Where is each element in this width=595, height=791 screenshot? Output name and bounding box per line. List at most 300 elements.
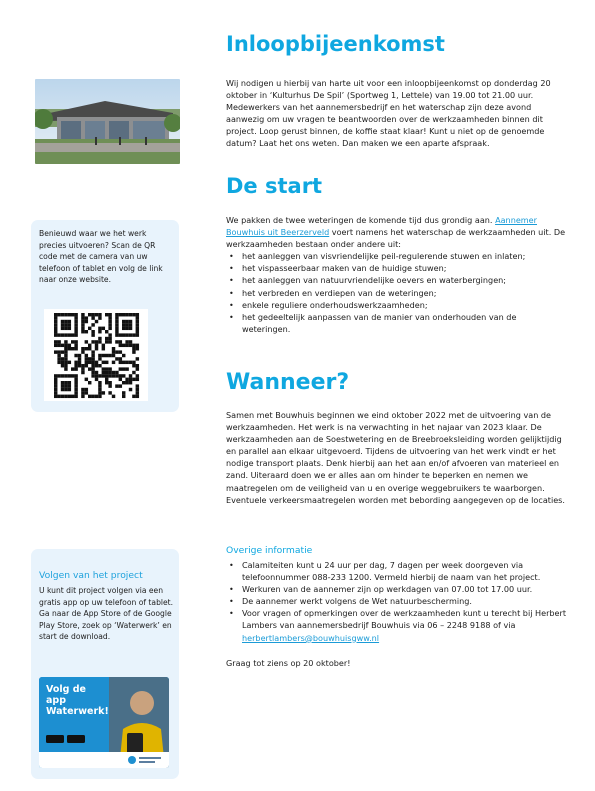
qr-module (98, 374, 101, 377)
qr-module (95, 340, 98, 343)
inloop-paragraph: Wij nodigen u hierbij van harte uit voor een inloopbijeenkomst op donderdag 20 oktober in ‘Kulturhus De Spil’ (Sportweg 1, Lettele) van 19.00 tot 21.00 uur. Medewerkers van het aannemersbedrijf en het waterschap zijn deze avond aanwezig om uw vragen te beantwoorden over de werkzaamheden binnen dit project. Loop gerust binnen, de koffie staat klaar! Kunt u niet op de genoemde datum? Laat het ons weten. Dan maken we een aparte afspraak. (226, 78, 551, 149)
qr-code-icon (44, 309, 148, 401)
qr-module (119, 350, 122, 353)
qr-module (64, 388, 67, 391)
qr-module (115, 340, 118, 343)
qr-module (64, 381, 67, 384)
qr-module (98, 327, 101, 330)
qr-module (74, 340, 77, 343)
qr-module (136, 391, 139, 394)
qr-module (122, 313, 125, 316)
qr-module (112, 361, 115, 364)
qr-module (71, 347, 74, 350)
qr-module (119, 384, 122, 387)
qr-module (129, 327, 132, 330)
qr-module (85, 357, 88, 360)
qr-module (108, 374, 111, 377)
qr-module (125, 361, 128, 364)
closing-text: Graag tot ziens op 20 oktober! (226, 657, 351, 668)
qr-module (64, 323, 67, 326)
qr-module (71, 395, 74, 398)
qr-module (98, 364, 101, 367)
qr-module (95, 364, 98, 367)
qr-module (54, 320, 57, 323)
qr-module (57, 340, 60, 343)
qr-module (81, 330, 84, 333)
qr-module (108, 381, 111, 384)
qr-module (136, 367, 139, 370)
qr-module (102, 347, 105, 350)
qr-module (122, 327, 125, 330)
qr-module (122, 374, 125, 377)
qr-module (132, 361, 135, 364)
qr-module (122, 367, 125, 370)
qr-module (54, 344, 57, 347)
qr-module (98, 330, 101, 333)
qr-module (132, 378, 135, 381)
qr-module (68, 374, 71, 377)
qr-module (125, 327, 128, 330)
qr-module (61, 344, 64, 347)
heading-inloopbijeenkomst: Inloopbijeenkomst (226, 32, 445, 56)
qr-module (115, 330, 118, 333)
qr-module (61, 320, 64, 323)
qr-module (61, 374, 64, 377)
qr-module (78, 354, 81, 357)
project-rendering-image (35, 79, 180, 164)
qr-module (64, 374, 67, 377)
aannemer-link[interactable]: Aannemer Bouwhuis uit Beerzerveld (226, 215, 537, 238)
qr-module (68, 384, 71, 387)
qr-module (81, 320, 84, 323)
qr-module (54, 384, 57, 387)
qr-module (108, 316, 111, 319)
contact-text: Voor vragen of opmerkingen over de werkzaamheden kunt u terecht bij Herbert Lambers van aannemersbedrijf Bouwhuis via 06 – 2248 9188 of via (242, 608, 567, 631)
list-item: • enkele reguliere onderhoudswerkzaamheden; (226, 299, 566, 311)
qr-module (122, 354, 125, 357)
qr-module (61, 357, 64, 360)
qr-module (108, 367, 111, 370)
qr-module (105, 361, 108, 364)
qr-module (57, 354, 60, 357)
qr-module (129, 320, 132, 323)
qr-module (64, 333, 67, 336)
qr-module (115, 384, 118, 387)
qr-module (108, 371, 111, 374)
qr-module (122, 323, 125, 326)
qr-module (61, 327, 64, 330)
list-item: • het aanleggen van visvriendelijke peil-regulerende stuwen en inlaten; (226, 250, 566, 262)
building-illustration (35, 79, 180, 164)
qr-module (68, 347, 71, 350)
qr-module (64, 344, 67, 347)
qr-module (54, 391, 57, 394)
qr-module (132, 395, 135, 398)
qr-module (108, 337, 111, 340)
list-item: • De aannemer werkt volgens de Wet natuurbescherming. (226, 595, 568, 607)
qr-module (132, 313, 135, 316)
qr-module (91, 371, 94, 374)
qr-module (136, 384, 139, 387)
qr-module (136, 327, 139, 330)
qr-module (112, 395, 115, 398)
qr-module (125, 313, 128, 316)
qr-module (112, 350, 115, 353)
qr-module (74, 384, 77, 387)
qr-module (64, 354, 67, 357)
waterschap-logo-icon (128, 756, 162, 765)
qr-module (95, 344, 98, 347)
sidebar-app-title: Volgen van het project (39, 570, 143, 581)
qr-module (115, 333, 118, 336)
qr-module (91, 357, 94, 360)
qr-module (81, 316, 84, 319)
qr-module (78, 361, 81, 364)
qr-module (74, 374, 77, 377)
qr-module (81, 313, 84, 316)
qr-module (81, 350, 84, 353)
qr-module (98, 313, 101, 316)
qr-module (105, 371, 108, 374)
qr-module (81, 388, 84, 391)
qr-module (108, 340, 111, 343)
qr-module (88, 344, 91, 347)
qr-module (132, 371, 135, 374)
qr-module (91, 313, 94, 316)
qr-code[interactable] (44, 309, 148, 401)
qr-module (98, 357, 101, 360)
qr-module (74, 344, 77, 347)
qr-module (74, 381, 77, 384)
qr-module (129, 361, 132, 364)
qr-module (91, 364, 94, 367)
qr-module (95, 378, 98, 381)
start-intro-before-link: We pakken de twee weteringen de komende tijd dus grondig aan. (226, 215, 496, 225)
qr-module (108, 384, 111, 387)
qr-module (57, 374, 60, 377)
qr-module (64, 367, 67, 370)
qr-module (57, 344, 60, 347)
qr-module (57, 350, 60, 353)
qr-module (57, 395, 60, 398)
qr-module (125, 344, 128, 347)
qr-module (85, 347, 88, 350)
qr-module (91, 374, 94, 377)
qr-module (68, 323, 71, 326)
qr-module (136, 313, 139, 316)
qr-module (74, 323, 77, 326)
qr-module (88, 357, 91, 360)
qr-module (88, 361, 91, 364)
qr-module (136, 357, 139, 360)
qr-module (95, 374, 98, 377)
qr-module (119, 378, 122, 381)
qr-module (136, 395, 139, 398)
qr-module (105, 337, 108, 340)
qr-module (91, 316, 94, 319)
qr-module (81, 327, 84, 330)
qr-module (122, 333, 125, 336)
qr-module (112, 347, 115, 350)
email-link[interactable]: herbertlambers@bouwhuisgww.nl (242, 632, 380, 643)
list-item: • het verbreden en verdiepen van de weteringen; (226, 287, 566, 299)
qr-module (68, 381, 71, 384)
qr-module (105, 330, 108, 333)
qr-module (129, 381, 132, 384)
qr-module (115, 316, 118, 319)
qr-module (132, 350, 135, 353)
waterwerk-app-promo[interactable] (39, 677, 169, 768)
start-intro-after-link: voert namens het waterschap de werkzaamheden uit. De werkzaamheden bestaan onder andere uit: (226, 227, 566, 250)
qr-module (122, 344, 125, 347)
qr-module (95, 371, 98, 374)
qr-module (136, 374, 139, 377)
list-item: • het aanleggen van natuurvriendelijke oevers en waterbergingen; (226, 274, 566, 286)
qr-module (61, 333, 64, 336)
qr-module (136, 323, 139, 326)
qr-module (119, 357, 122, 360)
qr-module (68, 320, 71, 323)
qr-module (129, 374, 132, 377)
qr-module (129, 340, 132, 343)
qr-module (129, 333, 132, 336)
qr-module (85, 320, 88, 323)
qr-module (122, 395, 125, 398)
qr-module (61, 384, 64, 387)
qr-module (129, 344, 132, 347)
list-item: • het vispasseerbaar maken van de huidige stuwen; (226, 262, 566, 274)
qr-module (85, 340, 88, 343)
qr-module (57, 313, 60, 316)
qr-module (71, 340, 74, 343)
qr-module (61, 395, 64, 398)
qr-module (105, 367, 108, 370)
qr-module (74, 367, 77, 370)
qr-module (108, 327, 111, 330)
sidebar-app-box (31, 549, 179, 779)
overige-section (226, 545, 568, 669)
qr-module (119, 367, 122, 370)
qr-module (78, 364, 81, 367)
qr-module (85, 391, 88, 394)
qr-module (85, 361, 88, 364)
qr-module (91, 395, 94, 398)
qr-module (105, 354, 108, 357)
qr-module (91, 340, 94, 343)
qr-module (98, 391, 101, 394)
qr-module (71, 333, 74, 336)
qr-module (102, 327, 105, 330)
qr-module (74, 320, 77, 323)
qr-module (136, 333, 139, 336)
qr-module (136, 316, 139, 319)
qr-module (119, 333, 122, 336)
qr-module (136, 330, 139, 333)
qr-module (91, 323, 94, 326)
qr-module (102, 344, 105, 347)
qr-module (98, 337, 101, 340)
qr-module (98, 388, 101, 391)
qr-module (78, 357, 81, 360)
qr-module (132, 333, 135, 336)
qr-module (132, 364, 135, 367)
qr-module (98, 354, 101, 357)
qr-module (74, 388, 77, 391)
qr-module (54, 333, 57, 336)
qr-module (81, 364, 84, 367)
qr-module (125, 378, 128, 381)
qr-module (54, 388, 57, 391)
qr-module (68, 388, 71, 391)
qr-module (129, 323, 132, 326)
qr-module (95, 320, 98, 323)
qr-module (57, 357, 60, 360)
qr-module (61, 313, 64, 316)
qr-module (54, 323, 57, 326)
qr-module (129, 378, 132, 381)
qr-module (136, 344, 139, 347)
promo-heading: Volg de app Waterwerk! (46, 684, 109, 717)
qr-module (64, 361, 67, 364)
qr-module (68, 333, 71, 336)
list-item: • Werkuren van de aannemer zijn op werkdagen van 07.00 tot 17.00 uur. (226, 583, 568, 595)
qr-module (102, 354, 105, 357)
qr-module (81, 395, 84, 398)
start-section (226, 214, 566, 335)
qr-module (102, 367, 105, 370)
qr-module (61, 361, 64, 364)
qr-module (112, 354, 115, 357)
qr-module (105, 374, 108, 377)
qr-module (136, 364, 139, 367)
qr-module (119, 313, 122, 316)
qr-module (98, 384, 101, 387)
qr-module (136, 378, 139, 381)
qr-module (132, 347, 135, 350)
sidebar-app-text: U kunt dit project volgen via een gratis app op uw telefoon of tablet. Ga naar de App Store of de Google Play Store, zoek op ‘Waterwerk’ en start de download. (39, 586, 174, 642)
qr-module (61, 323, 64, 326)
qr-module (85, 388, 88, 391)
qr-module (102, 391, 105, 394)
qr-module (68, 361, 71, 364)
qr-module (136, 388, 139, 391)
qr-module (122, 391, 125, 394)
qr-module (91, 367, 94, 370)
qr-module (136, 320, 139, 323)
qr-module (112, 374, 115, 377)
qr-module (88, 367, 91, 370)
qr-module (119, 344, 122, 347)
qr-module (125, 340, 128, 343)
qr-module (102, 374, 105, 377)
qr-module (54, 340, 57, 343)
qr-module (54, 316, 57, 319)
qr-module (91, 361, 94, 364)
qr-module (64, 350, 67, 353)
qr-module (68, 395, 71, 398)
qr-module (115, 371, 118, 374)
qr-module (74, 316, 77, 319)
qr-module (108, 323, 111, 326)
sidebar-qr-text: Benieuwd waar we het werk precies uitvoeren? Scan de QR code met de camera van uw telefoon of tablet en volg de link naar onze website. (39, 229, 163, 285)
qr-module (61, 388, 64, 391)
overige-heading: Overige informatie (226, 545, 313, 556)
qr-module (64, 395, 67, 398)
qr-module (81, 371, 84, 374)
qr-module (74, 313, 77, 316)
qr-module (74, 333, 77, 336)
list-item: • Calamiteiten kunt u 24 uur per dag, 7 dagen per week doorgeven via telefoonnummer 088-233 1200. Vermeld hierbij de naam van het project. (226, 559, 568, 583)
qr-module (105, 381, 108, 384)
qr-module (64, 340, 67, 343)
google-play-icon (67, 735, 85, 743)
qr-module (88, 381, 91, 384)
qr-module (68, 344, 71, 347)
qr-module (108, 320, 111, 323)
qr-module (125, 367, 128, 370)
qr-module (91, 354, 94, 357)
qr-module (54, 350, 57, 353)
qr-module (98, 340, 101, 343)
qr-module (91, 350, 94, 353)
qr-module (64, 313, 67, 316)
qr-module (105, 378, 108, 381)
qr-module (74, 330, 77, 333)
qr-module (71, 313, 74, 316)
qr-module (68, 327, 71, 330)
qr-module (57, 333, 60, 336)
qr-module (95, 313, 98, 316)
qr-module (98, 381, 101, 384)
qr-module (105, 313, 108, 316)
qr-module (88, 395, 91, 398)
qr-module (74, 354, 77, 357)
qr-module (54, 327, 57, 330)
list-item: • het gedeeltelijk aanpassen van de manier van onderhouden van de weteringen. (226, 311, 566, 335)
qr-module (88, 313, 91, 316)
qr-module (71, 374, 74, 377)
qr-module (64, 364, 67, 367)
qr-module (119, 361, 122, 364)
qr-module (74, 361, 77, 364)
qr-module (54, 378, 57, 381)
heading-de-start: De start (226, 174, 323, 198)
qr-module (68, 313, 71, 316)
qr-module (115, 350, 118, 353)
start-bullet-list (226, 250, 566, 335)
qr-module (81, 391, 84, 394)
qr-module (81, 323, 84, 326)
qr-module (71, 367, 74, 370)
qr-module (122, 381, 125, 384)
qr-module (115, 357, 118, 360)
qr-module (125, 381, 128, 384)
qr-module (81, 367, 84, 370)
qr-module (91, 330, 94, 333)
start-intro (226, 214, 566, 250)
qr-module (85, 364, 88, 367)
qr-module (132, 344, 135, 347)
qr-module (115, 327, 118, 330)
qr-module (98, 395, 101, 398)
qr-module (64, 327, 67, 330)
qr-module (61, 381, 64, 384)
qr-module (88, 327, 91, 330)
sidebar-qr-box (31, 220, 179, 412)
qr-module (54, 395, 57, 398)
qr-module (119, 374, 122, 377)
qr-module (91, 333, 94, 336)
